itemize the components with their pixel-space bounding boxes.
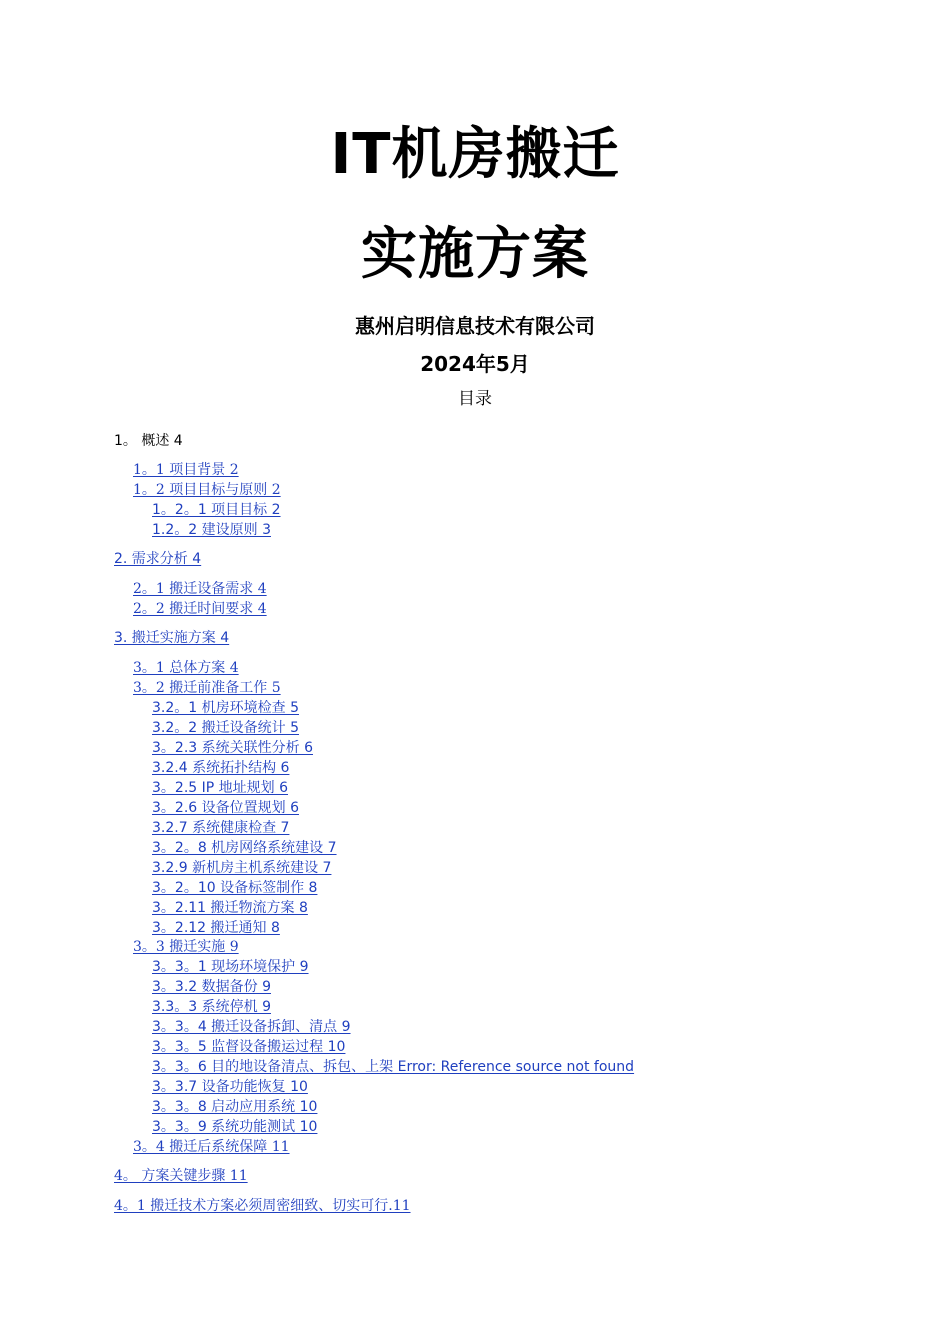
toc-entry[interactable]: 3。3。1 现场环境保护 9 <box>152 959 309 975</box>
toc-entry[interactable]: 4。 方案关键步骤 11 <box>114 1168 248 1184</box>
toc-entry[interactable]: 2. 需求分析 4 <box>114 551 202 567</box>
toc-entry[interactable]: 3。3。5 监督设备搬运过程 10 <box>152 1039 346 1055</box>
document-title-line1: IT机房搬迁 <box>330 122 620 187</box>
toc-entry[interactable]: 3。3 搬迁实施 9 <box>133 939 239 955</box>
toc-entry[interactable]: 4。1 搬迁技术方案必须周密细致、切实可行.11 <box>114 1198 411 1214</box>
toc-entry[interactable]: 3。2.12 搬迁通知 8 <box>152 920 280 936</box>
toc-entry: 1。 概述 4 <box>114 433 183 449</box>
toc-entry[interactable]: 2。1 搬迁设备需求 4 <box>133 581 267 597</box>
toc-entry[interactable]: 3。2.11 搬迁物流方案 8 <box>152 900 308 916</box>
toc-entry[interactable]: 3。1 总体方案 4 <box>133 660 239 676</box>
toc-heading: 目录 <box>458 389 492 409</box>
company-name: 惠州启明信息技术有限公司 <box>355 314 595 338</box>
toc-entry[interactable]: 3。2.5 IP 地址规划 6 <box>152 780 289 796</box>
toc-entry[interactable]: 3。2.6 设备位置规划 6 <box>152 800 299 816</box>
toc-entry[interactable]: 3.3。3 系统停机 9 <box>152 999 271 1015</box>
toc-entry[interactable]: 1.2。2 建设原则 3 <box>152 522 271 538</box>
toc-entry[interactable]: 3.2.9 新机房主机系统建设 7 <box>152 860 332 876</box>
toc-entry[interactable]: 3。3.2 数据备份 9 <box>152 979 271 995</box>
toc-entry[interactable]: 3。2.3 系统关联性分析 6 <box>152 740 313 756</box>
toc-entry[interactable]: 3。3。4 搬迁设备拆卸、清点 9 <box>152 1019 351 1035</box>
toc-entry[interactable]: 3.2。1 机房环境检查 5 <box>152 700 299 716</box>
toc-entry[interactable]: 3。2。8 机房网络系统建设 7 <box>152 840 337 856</box>
toc-entry[interactable]: 3。3。6 目的地设备清点、拆包、上架 Error: Reference source not found <box>152 1059 635 1075</box>
document-title-line2: 实施方案 <box>361 222 589 287</box>
toc-entry[interactable]: 3. 搬迁实施方案 4 <box>114 630 230 646</box>
toc-entry[interactable]: 3。3.7 设备功能恢复 10 <box>152 1079 308 1095</box>
toc-entry[interactable]: 3。3。8 启动应用系统 10 <box>152 1099 318 1115</box>
toc-entry[interactable]: 3.2.7 系统健康检查 7 <box>152 820 290 836</box>
toc-entry[interactable]: 1。1 项目背景 2 <box>133 462 239 478</box>
toc-entry[interactable]: 1。2 项目目标与原则 2 <box>133 482 281 498</box>
toc-entry[interactable]: 3。3。9 系统功能测试 10 <box>152 1119 318 1135</box>
toc-entry[interactable]: 3.2。2 搬迁设备统计 5 <box>152 720 299 736</box>
toc-entry[interactable]: 2。2 搬迁时间要求 4 <box>133 601 267 617</box>
toc-entry[interactable]: 3.2.4 系统拓扑结构 6 <box>152 760 290 776</box>
toc-entry[interactable]: 3。2 搬迁前准备工作 5 <box>133 680 281 696</box>
toc-entry[interactable]: 3。4 搬迁后系统保障 11 <box>133 1139 290 1155</box>
toc-entry[interactable]: 1。2。1 项目目标 2 <box>152 502 281 518</box>
document-date: 2024年5月 <box>420 352 530 376</box>
toc-entry[interactable]: 3。2。10 设备标签制作 8 <box>152 880 318 896</box>
